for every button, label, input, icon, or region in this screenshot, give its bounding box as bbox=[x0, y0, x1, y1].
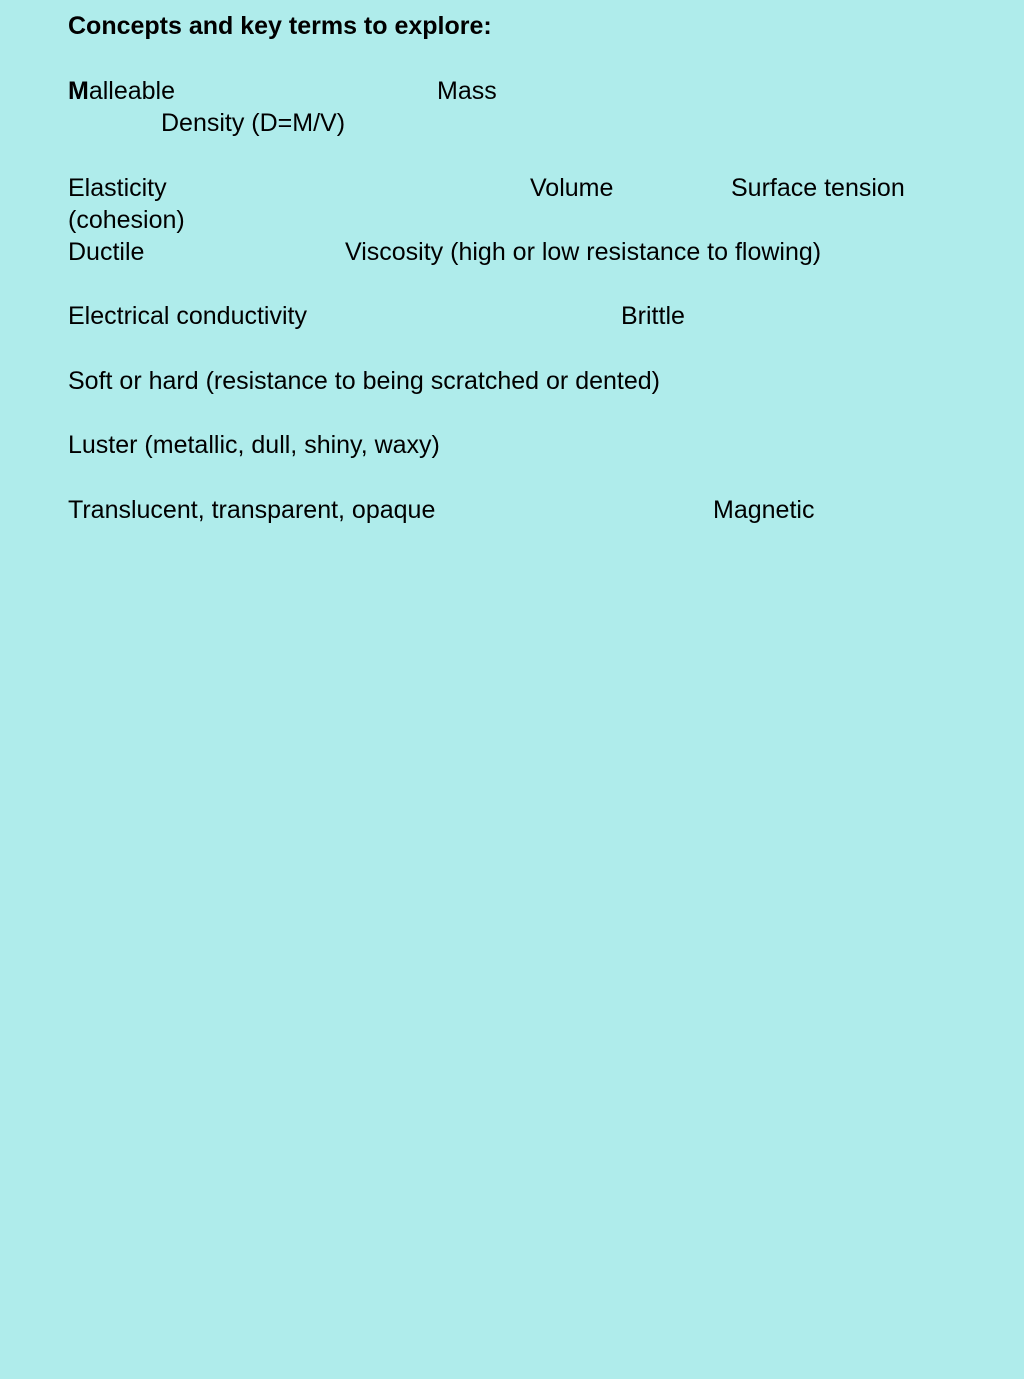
term-cohesion: (cohesion) bbox=[68, 206, 185, 234]
term-magnetic: Magnetic bbox=[713, 496, 815, 524]
term-volume: Volume bbox=[530, 174, 614, 202]
term-viscosity: Viscosity (high or low resistance to flowing) bbox=[345, 238, 822, 266]
term-luster: Luster (metallic, dull, shiny, waxy) bbox=[68, 431, 440, 459]
term-soft-or-hard: Soft or hard (resistance to being scratched or dented) bbox=[68, 367, 660, 395]
term-malleable-initial: M bbox=[68, 77, 89, 105]
term-ductile: Ductile bbox=[68, 238, 145, 266]
term-elasticity: Elasticity bbox=[68, 174, 167, 202]
term-mass: Mass bbox=[437, 77, 497, 105]
term-electrical-conductivity: Electrical conductivity bbox=[68, 302, 307, 330]
term-brittle: Brittle bbox=[621, 302, 685, 330]
term-malleable-rest: alleable bbox=[88, 77, 176, 105]
term-translucency: Translucent, transparent, opaque bbox=[68, 496, 436, 524]
page-heading: Concepts and key terms to explore: bbox=[68, 12, 492, 40]
term-surface-tension: Surface tension bbox=[731, 174, 905, 202]
term-malleable bbox=[68, 75, 175, 107]
term-density: Density (D=M/V) bbox=[161, 109, 346, 137]
